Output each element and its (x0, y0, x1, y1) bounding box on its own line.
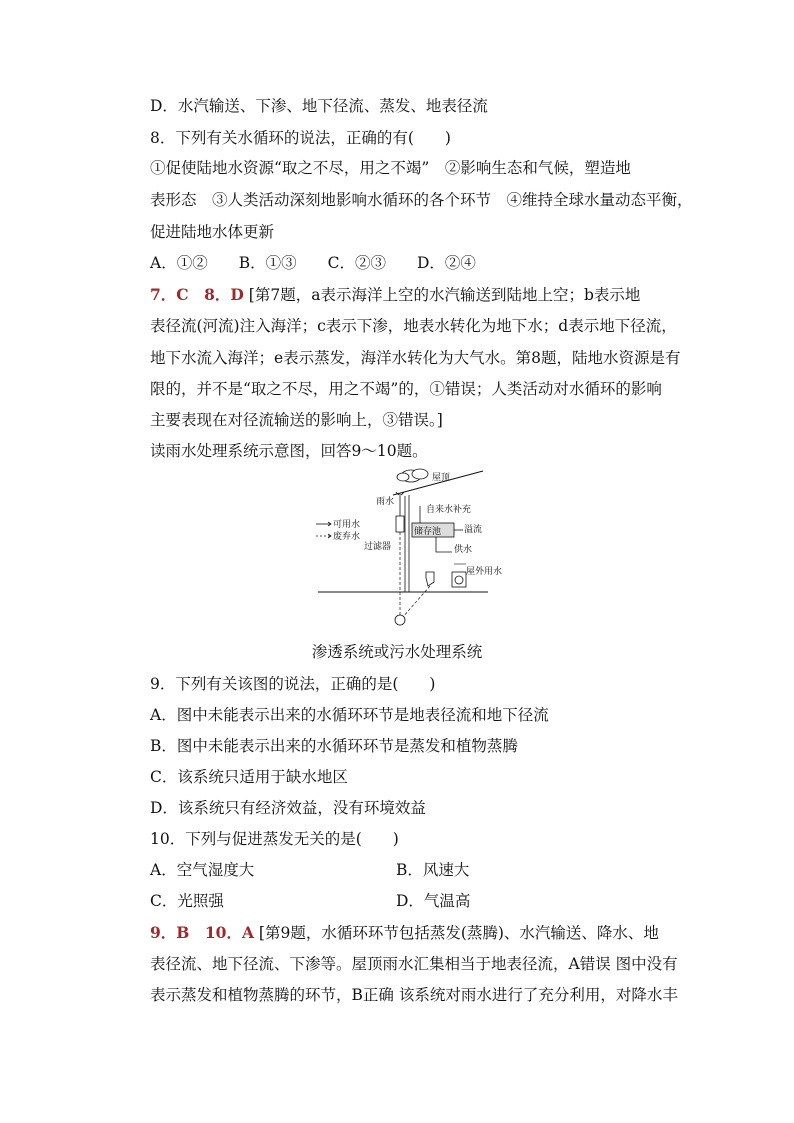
washer-icon (452, 572, 466, 587)
answer-explanation-7-8-line2: 表径流(河流)注入海洋；c表示下渗，地表水转化为地下水；d表示地下径流， (150, 317, 677, 335)
toilet-icon (426, 572, 434, 586)
q10-option-c: C．光照强 (150, 892, 224, 910)
supply-label: 供水 (454, 545, 473, 555)
q9-option-a: A．图中未能表示出来的水循环环节是地表径流和地下径流 (150, 706, 549, 724)
filter-label: 过滤器 (364, 542, 392, 552)
q10-stem: 10．下列与促进蒸发无关的是( ) (150, 830, 399, 848)
q9-option-d: D．该系统只有经济效益，没有环境效益 (150, 799, 426, 817)
q8-statement-line1: ①促使陆地水资源“取之不尽，用之不竭” ②影响生态和气候，塑造地 (150, 159, 631, 177)
q9-option-b: B．图中未能表示出来的水循环环节是蒸发和植物蒸腾 (150, 737, 518, 755)
q10-option-a: A．空气湿度大 (150, 861, 255, 879)
q8-options: A．①② B．①③ C．②③ D．②④ (150, 254, 476, 272)
roof-label: 屋顶 (432, 473, 451, 483)
storage-tank-label: 储存池 (414, 527, 442, 537)
q8-stem: 8．下列有关水循环的说法，正确的有( ) (150, 129, 451, 147)
q10-option-d: D．气温高 (396, 892, 471, 910)
answer-explanation-7-8-line1: [第7题，a表示海洋上空的水汽输送到陆地上空；b表示地 (248, 286, 641, 304)
cloud-icon (397, 469, 428, 482)
tap-supply-label: 自来水补充 (426, 505, 472, 515)
legend-waste-label: 废弃水 (333, 532, 361, 542)
answer-label-9-10: 9．B 10．A (150, 923, 254, 942)
diagram-caption: 渗透系统或污水处理系统 (311, 643, 483, 661)
supply-pipe (436, 537, 452, 552)
q8-statement-line3: 促进陆地水体更新 (150, 223, 275, 241)
toilet-drain (402, 586, 430, 618)
q8-statement-line2: 表形态 ③人类活动深刻地影响水循环的各个环节 ④维持全球水量动态平衡， (150, 191, 693, 209)
q9-stem: 9．下列有关该图的说法，正确的是( ) (150, 675, 436, 693)
overflow-label: 溢流 (464, 525, 483, 535)
answer-explanation-7-8-line3: 地下水流入海洋；e表示蒸发，海洋水转化为大气水。第8题，陆地水资源是有 (150, 349, 681, 367)
answer-explanation-7-8-line5: 主要表现在对径流输送的影响上，③错误。] (150, 411, 443, 429)
answer-explanation-9-10-line1: [第9题，水循环环节包括蒸发(蒸腾)、水汽输送、降水、地 (258, 924, 659, 942)
answer-explanation-9-10-line3: 表示蒸发和植物蒸腾的环节，B正确 该系统对雨水进行了充分利用，对降水丰 (150, 986, 678, 1004)
outdoor-label: 屋外用水 (466, 567, 503, 577)
sewer-outlet (395, 615, 405, 625)
rain-label: 雨水 (376, 497, 395, 507)
q7-option-d: D．水汽输送、下渗、地下径流、蒸发、地表径流 (150, 97, 488, 115)
answer-explanation-7-8-line4: 限的，并不是“取之不尽，用之不竭”的，①错误；人类活动对水循环的影响 (150, 380, 662, 398)
q9-option-c: C．该系统只适用于缺水地区 (150, 768, 348, 786)
answer-explanation-9-10-line2: 表径流、地下径流、下渗等。屋顶雨水汇集相当于地表径流，A错误 图中没有 (150, 955, 678, 973)
diagram-intro: 读雨水处理系统示意图，回答9～10题。 (150, 442, 428, 460)
answer-label-7-8: 7．C 8．D (150, 285, 244, 304)
answer-7-8 (150, 285, 640, 305)
rainwater-system-diagram (308, 468, 503, 628)
filter-box (396, 516, 404, 532)
answer-9-10 (150, 923, 659, 943)
q10-option-b: B．风速大 (396, 861, 470, 879)
legend-usable-label: 可用水 (333, 520, 361, 530)
